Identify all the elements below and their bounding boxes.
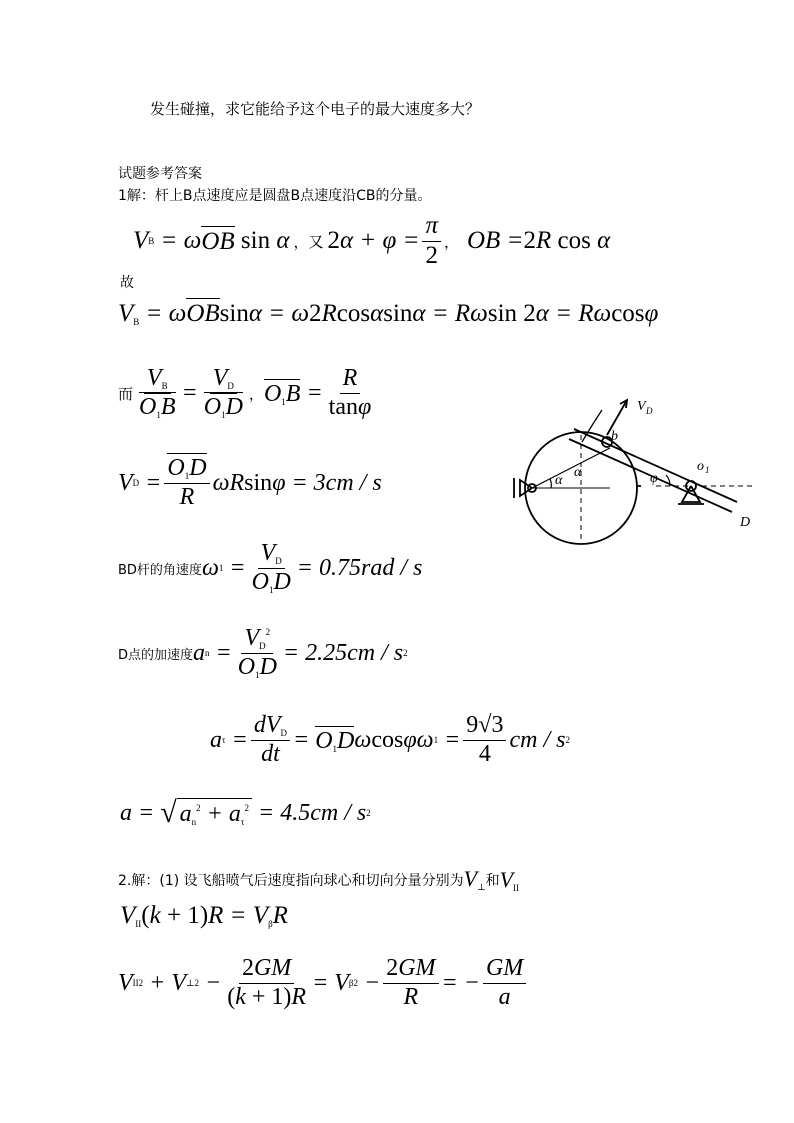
value-at-coef: 9√3: [463, 712, 506, 741]
equation-a: a = √ $an^2 + a\tau^2$ = 4.5cm / s 2: [120, 796, 371, 829]
label-alpha2: α: [574, 465, 582, 480]
word-and2: 而: [118, 384, 134, 403]
equation-vb-1: V B = ω OB sin α ，又 2 α + φ = $\frac{\pi}{2}$ ， OB = 2 R cos α: [133, 212, 611, 269]
equation-energy: V II 2 + V ⊥ 2 − $\frac{2GM}{(k + 1)R}$ = V β 2 − $\frac{2GM}{R}$ = − $\frac{GM}{a}$: [118, 955, 529, 1011]
solution-1-intro: 1解：杆上B点速度应是圆盘B点速度沿CB的分量。: [118, 188, 432, 204]
word-and: 又: [308, 232, 324, 251]
equation-at: a τ = $\frac{\text{dVD}}{dt}$ = O1D ω cos φω 1 = $\frac{9√3}{4}$ cm / s 2: [210, 712, 570, 767]
value-vd: 3cm / s: [313, 469, 382, 496]
equation-vb-2: VB = ωOBsinα = ω2Rcosαsinα = Rωsin 2α = Rωcosφ: [118, 300, 659, 327]
label-b: b: [611, 429, 618, 444]
solution-2-intro-line: 2.解：(1) 设飞船喷气后速度指向球心和切向分量分别为 V⊥ 和 VII: [118, 866, 520, 893]
value-an: 2.25cm / s: [305, 639, 404, 666]
word-therefore: 故: [120, 275, 134, 291]
word-and-2: 和: [485, 872, 500, 889]
equation-an: D点的加速度 a n = $\frac{VD^2}{O1D}$ = 2.25cm / s 2: [118, 625, 408, 680]
value-a: 4.5cm / s: [280, 799, 367, 826]
label-o1-sub: 1: [705, 465, 710, 475]
label-o1: o: [697, 459, 704, 474]
equation-ratio: 而 $\frac{VB}{O1B}$ = $\frac{VD}{O1D}$ ， O1B = $\frac{R}{\tan\varphi}$: [118, 365, 372, 420]
label-d: D: [740, 515, 751, 530]
equation-angular-momentum: VII(k + 1)R = VβR: [120, 902, 288, 929]
equation-vd: V D = $\frac{O1D}{R}$ ωR sin φ = 3cm / s: [118, 455, 382, 510]
solution-2-intro: 2.解：(1) 设飞船喷气后速度指向球心和切向分量分别为: [118, 872, 464, 889]
label-vd-sub: D: [646, 406, 653, 416]
label-phi: φ: [650, 471, 658, 486]
label-vd: V: [637, 399, 646, 414]
label-alpha: α: [555, 473, 563, 488]
rod-upper: [574, 429, 737, 502]
value-omega1: 0.75rad / s: [318, 554, 423, 581]
intro-line: 发生碰撞，求它能给予这个电子的最大速度多大？: [150, 100, 481, 118]
label-omega1: BD杆的角速度: [118, 562, 202, 578]
equation-omega1: BD杆的角速度 ω 1 = $\frac{VD}{O1D}$ = 0.75rad / s: [118, 540, 423, 595]
mechanism-figure: [492, 380, 762, 565]
label-accel: D点的加速度: [118, 647, 194, 663]
answers-heading: 试题参考答案: [118, 166, 202, 182]
